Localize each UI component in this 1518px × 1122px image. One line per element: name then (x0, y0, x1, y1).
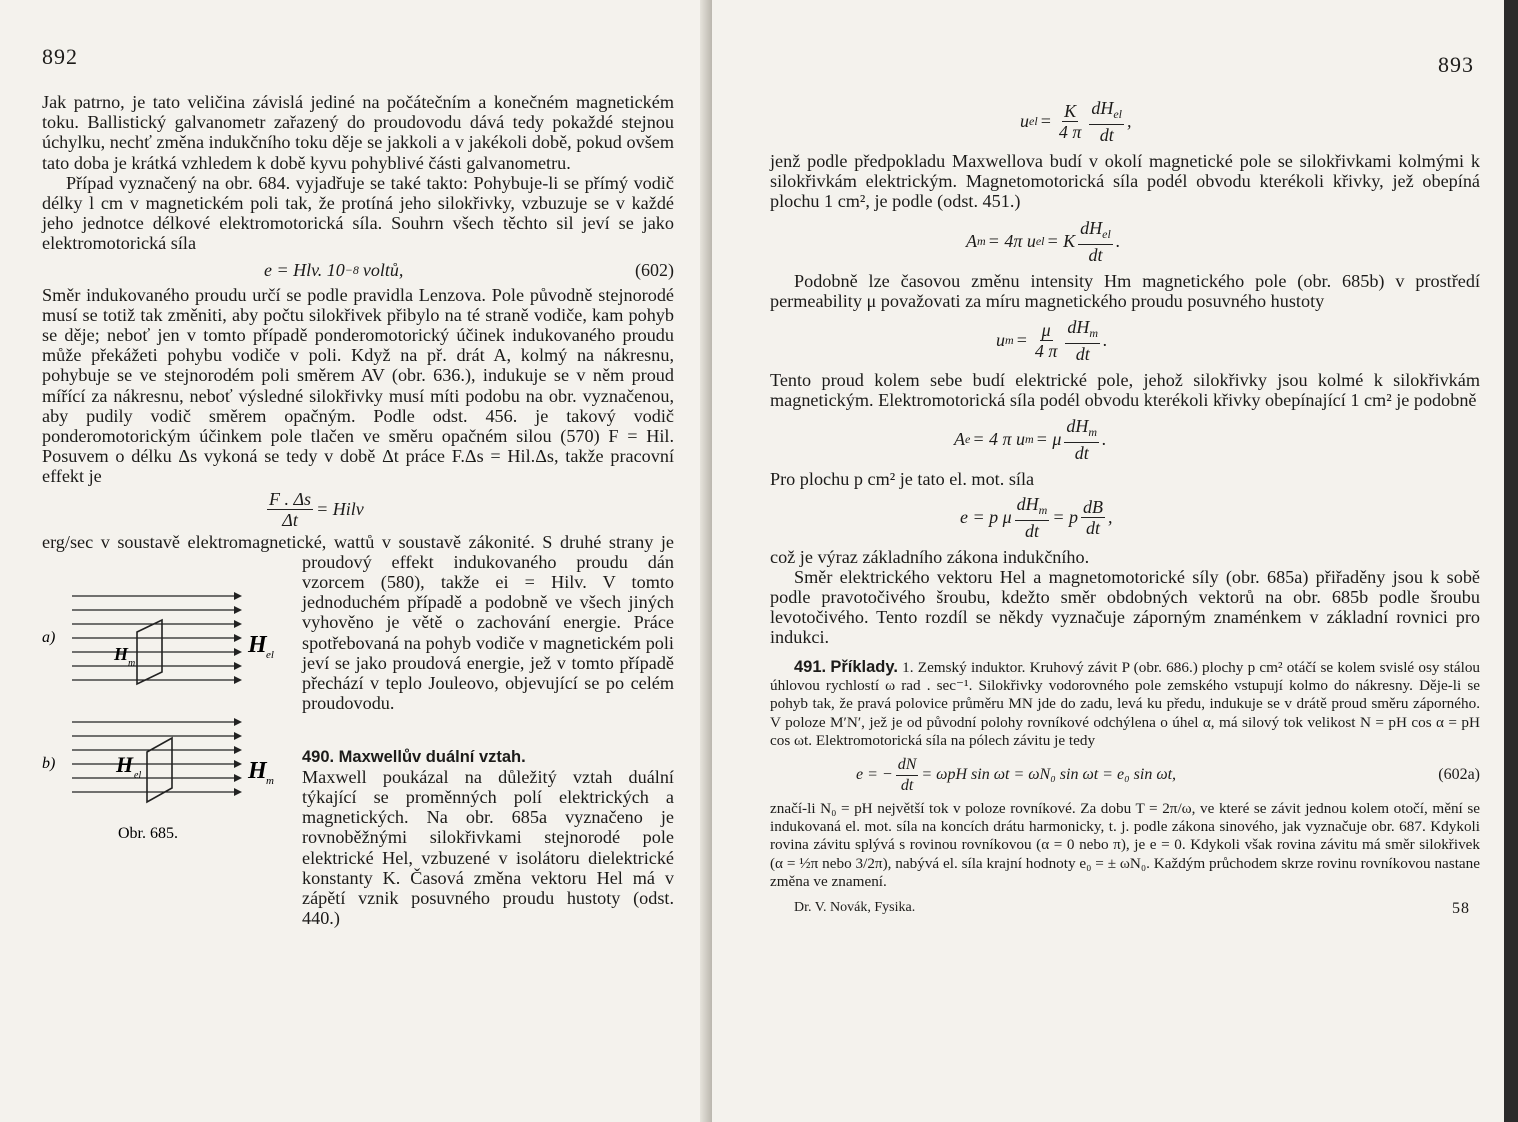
fig-a-H: H (248, 631, 267, 658)
eq5-f1-den: dt (1025, 520, 1040, 541)
eq3-equals: = (1015, 330, 1028, 351)
fig-b-label: b) (42, 754, 56, 772)
fig-a-inner-H: H (114, 643, 129, 664)
fig-b-inner-H: H (116, 751, 134, 777)
footer-sheet-number: 58 (1452, 899, 1470, 917)
figure-caption: Obr. 685. (118, 824, 178, 842)
page-number-right: 893 (1438, 52, 1474, 77)
right-paragraph-8: značí-li N₀ = pH největší tok v poloze rovníkové. Za dobu T = 2π/ω, ve které se závit jednou kolem otočí, mění se indukovaná el. mot. síla na koncích drátu harmonicky, t. j. podle zákona sinového, jak vyznačuje obr. 687. Kdykoli rovina závitu splývá s rovinou rovníkovou (α = 0 nebo π), je e = 0. Kdykoli však rovina závitu má směr silokřivek (α = ½π nebo 3/2π), nabývá el. síla krajní hodnoty e₀ = ± ωN₀. Každým průchodem skrze rovinu rovníkovou nastane změna ve znamení. (770, 799, 1480, 891)
arrowheads-b (234, 718, 242, 796)
equation-602-number: (602) (635, 259, 674, 280)
eq5-f1-num (1015, 494, 1050, 521)
right-page (712, 0, 1518, 1122)
left-text-block-2 (42, 285, 674, 487)
eq4-num-sub: m (1088, 425, 1098, 440)
eq4-num-main: dH (1066, 416, 1089, 437)
section-491-paragraph (770, 658, 1480, 751)
right-paragraph-2: Podobně lze časovou změnu intensity Hm magnetického pole (obr. 685b) v prostředí permeability μ považovati za míru magnetického proudu posuvného hustoty (770, 270, 1480, 311)
eq6-fraction (896, 755, 919, 796)
right-text-6 (770, 800, 1480, 892)
eq5-comma: , (1108, 506, 1113, 527)
right-text-2 (770, 271, 1480, 311)
left-paragraph-5: Maxwell poukázal na důležitý vztah duální týkající se proměnných polí elektrických a magnetických. Na obr. 685a vyznačeno je rovnoběžnými silokřivkami stejnorodé pole elektrické Hel, vzbuzené v isolátoru dielektrické konstanty K. Časová změna vektoru Hel má v zápětí vznik posuvného proudu hustoty (odst. 440.) (302, 766, 674, 929)
eq2-num-main: dH (1080, 217, 1103, 238)
eq4-lhs-sub: e (965, 432, 971, 447)
eq6-rhs: = ωpH sin ωt = ωN₀ sin ωt = e₀ sin ωt, (921, 766, 1177, 784)
eq4-lhs: A (954, 429, 965, 450)
eq2-lhs-sub: m (977, 233, 986, 248)
eq3-f2-num-sub: m (1089, 326, 1099, 341)
right-paragraph-4: Pro plochu p cm² je tato el. mot. síla (770, 469, 1035, 490)
equation-602-exponent: −8 (344, 262, 359, 277)
fig-a-label: a) (42, 628, 56, 646)
eq1-f2-den: dt (1099, 125, 1114, 145)
eq4-mid: = 4 π u (972, 429, 1025, 450)
equation-uel (1020, 98, 1480, 145)
eq5-f2-den: dt (1085, 517, 1100, 538)
eq4-fraction (1064, 416, 1099, 463)
eq2-mid: = 4π u (987, 230, 1036, 251)
eq5-f2-num: dB (1083, 496, 1103, 517)
eq5-mid: = p (1052, 506, 1078, 527)
fig-b-inner-sub: el (134, 769, 142, 781)
section-490-number: 490. (302, 747, 335, 766)
eq2-num (1078, 218, 1113, 245)
eq3-lhs-sub: m (1005, 333, 1014, 348)
eq1-equals: = (1039, 111, 1052, 131)
eq1-lhs-sub: el (1029, 114, 1038, 128)
equation-602a (856, 755, 1480, 796)
right-paragraph-1: jenž podle předpokladu Maxwellova budí v okolí magnetické pole se silokřivkami kolmými k silokřivkám elektrickým. Magnetomotorická síla podél obvodu kterékoli křivky, jež obepíná plochu 1 cm², je podle (odst. 451.) (770, 151, 1480, 212)
eq1-f1-num: K (1064, 101, 1077, 121)
eq1-f2-num (1089, 98, 1124, 125)
left-paragraph-2: Případ vyznačený na obr. 684. vyjadřuje se také takto: Pohybuje-li se přímý vodič délky l cm v magnetickém poli tak, že protíná jeho silokřivky, vzbuzuje se v každé jeho jednotce délkové elektromotorická síla. Souhrn všech těchto sil jeví se jako elektromotorická síla (42, 172, 674, 254)
eq3-f1-num: μ (1041, 320, 1051, 341)
eq6-number: (602a) (1438, 766, 1480, 784)
eq3-lhs: u (996, 330, 1005, 351)
eq6-num: dN (896, 755, 919, 776)
right-paragraph-7: 1. Zemský induktor. Kruhový závit P (obr. 686.) plochy p cm² otáčí se kolem svislé osy stálou úhlovou rychlostí ω rad . sec⁻¹. Silokřivky vodorovného pole zemského vstupují kolmo do nákresny. Děje-li se pohyb tak, že pravá polovice průměru MN jde do zadu, levá ku předu, indukuje se v drátě proud směru záporného. V poloze M′N′, jež je od původní polohy rovníkové odchýlena o úhel α, má silový tok velikost N = pH cos α = pH cos ωt. Elektromotorická síla na pólech závitu je tedy (770, 658, 1481, 750)
right-paragraph-5: což je výraz základního zákona indukčního. (770, 546, 1090, 567)
right-paragraph-3: Tento proud kolem sebe budí elektrické pole, jehož silokřivky jsou kolmé k silokřivkám magnetickým. Elektromotorická síla podél obvodu kterékoli křivky obepínající 1 cm² je podobně (770, 370, 1480, 411)
eq5-fraction-1 (1015, 494, 1050, 541)
left-text-block (42, 92, 674, 254)
eq3-f2-den: dt (1075, 344, 1090, 365)
eq2-fraction (1078, 218, 1113, 265)
footer-author: Dr. V. Novák, Fysika. (794, 899, 916, 915)
right-text-3 (770, 370, 1480, 410)
left-paragraph-3: Směr indukovaného proudu určí se podle pravidla Lenzova. Pole původně stejnorodé musí se totiž tak změniti, aby počtu silokřivek přibylo na té straně vodiče, kam pohyb se děje; neboť jen v tomto případě ponderomotorický účinek indukovaného proudu může překážeti pohybu vodiče v poli. Když na př. drát A, kolmý na nákresnu, pohybuje se ve stejnorodém poli směrem AV (obr. 636.), indukuje se v něm proud mířící za nákresnu, neboť výsledné silokřivky musí míti podobu na obr. vyznačenou, aby pudily vodič směrem opačným. Podle odst. 456. je takový vodič ponderomotorickým účinkem pole tlačen ve směru opačném silou (570) F = Hil. Posuvem o délku Δs vykoná se tedy v době Δt práce F.Δs = Hil.Δs, takže pracovní effekt je (42, 284, 674, 487)
field-lines-b (72, 722, 234, 802)
left-page (0, 0, 712, 1122)
page-number-left: 892 (42, 44, 78, 69)
eq5-fraction-2 (1081, 497, 1105, 538)
eq1-f1-den: 4 π (1058, 122, 1082, 142)
eq2-period: . (1115, 230, 1121, 251)
eq1-lhs: u (1020, 111, 1029, 131)
page-footer (770, 900, 1480, 918)
eq4-mid-sub: m (1025, 432, 1034, 447)
fig-a-sub: el (266, 648, 274, 661)
equation-Ae (954, 416, 1480, 463)
eq5-f1-num-main: dH (1016, 493, 1039, 514)
eq4-period: . (1102, 429, 1107, 450)
eq2-den: dt (1088, 244, 1103, 265)
eq3-fraction-2 (1065, 317, 1100, 364)
eq6-lhs: e = − (856, 766, 893, 784)
equation-e (960, 494, 1480, 541)
right-text-5 (770, 547, 1480, 648)
eq5-lhs: e = p μ (960, 506, 1012, 527)
section-491-title: Příklady. (830, 657, 898, 676)
left-paragraph-1: Jak patrno, je tato veličina závislá jediné na počátečním a konečném magnetickém toku. Ballistický galvanometr zařazený do proudovodu dává tedy pokaždé stejnou úchylku, nechť změna indukčního toku děje se jakkoli a v jakékoli době, pokud ovšem tato doba je krátká vzhledem k době kyvu pohyblivé části galvanometru. (42, 92, 674, 173)
eq3-f2-num (1065, 317, 1100, 344)
left-paragraph-4-wrap (42, 532, 674, 714)
eq1-f2-num-main: dH (1091, 98, 1114, 118)
fig-b-sub: m (266, 774, 274, 787)
eq3-f1-den: 4 π (1034, 341, 1058, 362)
section-491-number: 491. (794, 657, 827, 676)
right-paragraph-6: Směr elektrického vektoru Hel a magnetomotorické síly (obr. 685a) přiřaděny jsou k sobě podle pravotočivého šroubu, kdežto směr obdobných vektorů na obr. 685b podle šroubu levotočivého. Tento rozdíl se někdy vyznačuje záporným znaménkem v základní rovnici pro indukci. (770, 566, 1480, 648)
equation-power (264, 489, 674, 530)
equation-602-body: e = Hlv. 10 (264, 259, 345, 280)
eq2-num-sub: el (1102, 226, 1111, 241)
section-491 (770, 658, 1480, 751)
fraction-rhs: = Hilv (316, 498, 364, 519)
eq5-f1-num-sub: m (1038, 502, 1048, 517)
book-edge (1504, 0, 1518, 1122)
eq2-mid-sub: el (1035, 233, 1045, 248)
left-paragraph-4: erg/sec v soustavě elektromagnetické, wattů v soustavě zákonité. S druhé strany je proudový effekt indukovaného proudu dán vzorcem (580), takže ei = Hilv. V tomto jednoduchém případě a podobně ve všech jiných vyhověno je větě o zachování energie. Práce spotřebovaná na pohyb vodiče v magnetickém poli jeví se jako proudová energie, jež v tomto případě přechází v teplo Jouleovo, objevující se po celém proudovodu. (42, 531, 674, 714)
eq3-f2-num-main: dH (1067, 317, 1090, 338)
eq3-period: . (1103, 330, 1108, 351)
eq2-lhs: A (966, 230, 977, 251)
eq2-k: = K (1046, 230, 1076, 251)
fraction-numerator: F . Δs (269, 488, 312, 509)
equation-602 (264, 260, 674, 281)
eq4-num (1064, 416, 1099, 443)
eq4-mu: = μ (1035, 429, 1062, 450)
eq4-den: dt (1074, 443, 1089, 464)
eq1-comma: , (1127, 111, 1132, 131)
equation-Am (966, 218, 1480, 265)
eq6-den: dt (900, 776, 914, 794)
eq1-f2-num-sub: el (1113, 107, 1123, 121)
eq1-fraction-2 (1089, 98, 1124, 145)
fig-a-inner-sub: m (128, 657, 136, 669)
fig-b-H: H (248, 757, 267, 784)
equation-602-unit: voltů, (362, 259, 404, 280)
right-text-1 (770, 151, 1480, 212)
equation-um (996, 317, 1480, 364)
fraction-denominator: Δt (282, 509, 298, 530)
eq1-fraction-1 (1057, 101, 1084, 142)
section-490-title: Maxwellův duální vztah. (338, 747, 526, 766)
fraction-power (267, 489, 313, 530)
eq3-fraction-1 (1033, 320, 1060, 361)
right-text-4 (770, 469, 1480, 489)
